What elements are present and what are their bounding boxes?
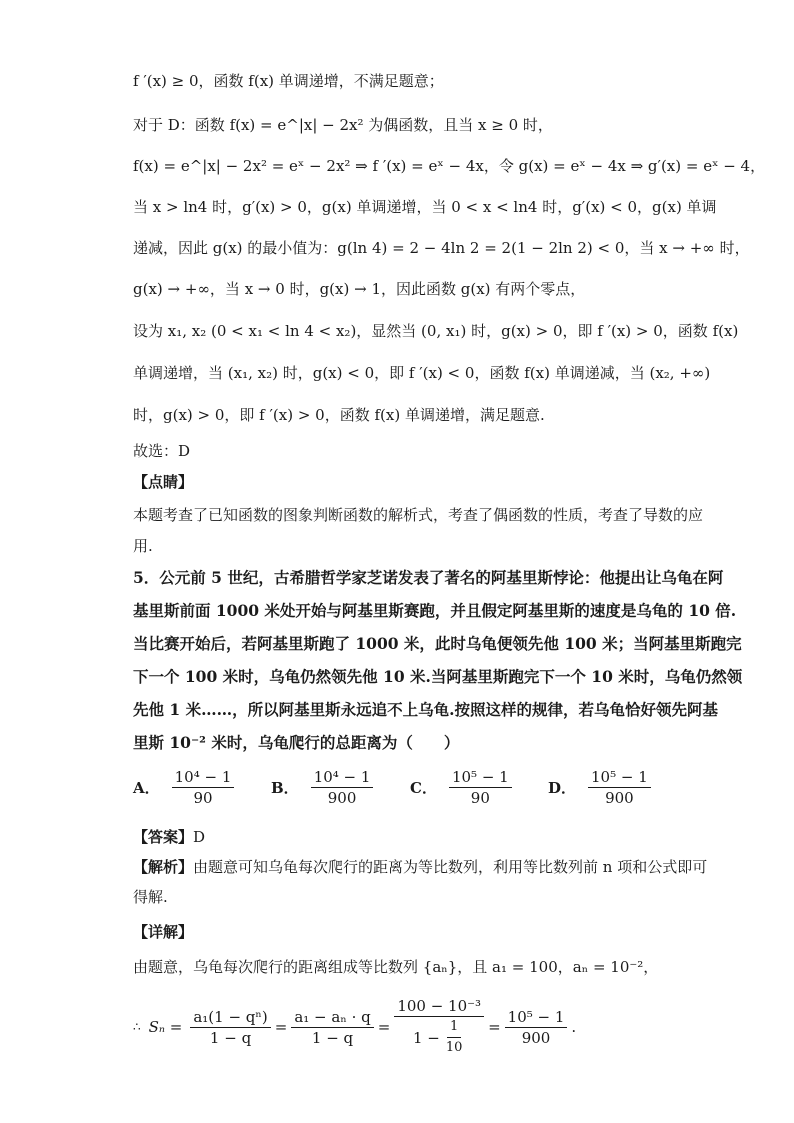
text-line: 本题考查了已知函数的图象判断函数的解析式，考查了偶函数的性质，考查了导数的应	[133, 506, 704, 524]
text-line: 设为 x₁, x₂ (0 < x₁ < ln 4 < x₂)，显然当 (0, x₁) 时，g(x) > 0，即 f ′(x) > 0，函数 f(x)	[133, 322, 739, 340]
question-line: 先他 1 米……，所以阿基里斯永远追不上乌龟.按照这样的规律，若乌龟恰好领先阿基	[133, 700, 718, 719]
option-fraction: $\frac{\text{10⁴ − 1}}{90}$	[172, 769, 235, 806]
option-label: C．	[410, 779, 437, 797]
analysis-tag: 【解析】	[133, 858, 194, 876]
sum-formula: ∴ Sₙ = $\frac{\text{a₁(1 − qⁿ)}}{1 - q}$ = $\frac{\text{a₁ − aₙ · q}}{1 - q}$ = 100 − 10⁻³ 1 − $\frac{1}{10}$ = $\frac{\text{10⁵ − 1}}{900}$ .	[133, 997, 577, 1055]
option-label: B．	[271, 779, 299, 797]
text-line: 由题意，乌龟每次爬行的距离组成等比数列 {aₙ}，且 a₁ = 100，aₙ = 10⁻²，	[133, 958, 659, 976]
question-line: 当比赛开始后，若阿基里斯跑了 1000 米，此时乌龟便领先他 100 米；当阿基里斯跑完	[133, 634, 742, 653]
text-line: g(x) → +∞，当 x → 0 时，g(x) → 1，因此函数 g(x) 有两个零点，	[133, 280, 586, 298]
text-line: 得解.	[133, 888, 168, 906]
question-line: 基里斯前面 1000 米处开始与阿基里斯赛跑，并且假定阿基里斯的速度是乌龟的 10 倍.	[133, 601, 737, 620]
section-heading: 【点睛】	[133, 473, 194, 491]
option-b	[271, 769, 377, 806]
answer-value: D	[193, 828, 206, 846]
option-label: D．	[548, 779, 577, 797]
text-line: 故选：D	[133, 442, 191, 460]
option-d	[548, 769, 655, 806]
answer-tag: 【答案】	[133, 828, 194, 846]
text-line: 对于 D：函数 f(x) = e^|x| − 2x² 为偶函数，且当 x ≥ 0 时，	[133, 116, 553, 134]
answer-line	[133, 826, 664, 848]
detail-tag: 【详解】	[133, 923, 194, 941]
question-line: 里斯 10⁻² 米时，乌龟爬行的总距离为（ ）	[133, 733, 460, 752]
option-fraction: $\frac{\text{10⁵ − 1}}{900}$	[588, 769, 651, 806]
text-line: 单调递增，当 (x₁, x₂) 时，g(x) < 0，即 f ′(x) < 0，函数 f(x) 单调递减，当 (x₂, +∞)	[133, 364, 711, 382]
text-line: 当 x > ln4 时，g′(x) > 0，g(x) 单调递增，当 0 < x < ln4 时，g′(x) < 0，g(x) 单调	[133, 198, 717, 216]
text-line: 递减，因此 g(x) 的最小值为：g(ln 4) = 2 − 4ln 2 = 2(1 − 2ln 2) < 0，当 x → +∞ 时，	[133, 239, 750, 257]
option-c	[410, 769, 516, 806]
text-line: 时，g(x) > 0，即 f ′(x) > 0，函数 f(x) 单调递增，满足题意.	[133, 406, 545, 424]
question-line: 5．公元前 5 世纪，古希腊哲学家芝诺发表了著名的阿基里斯悖论：他提出让乌龟在阿	[133, 568, 724, 587]
analysis-line: 【解析】由题意可知乌龟每次爬行的距离为等比数列，利用等比数列前 n 项和公式即可	[133, 858, 708, 876]
question-line: 下一个 100 米时，乌龟仍然领先他 10 米.当阿基里斯跑完下一个 10 米时，乌龟仍然领	[133, 667, 743, 686]
text-line: 用.	[133, 537, 153, 555]
option-label: A．	[133, 779, 160, 797]
option-fraction: $\frac{\text{10⁵ − 1}}{90}$	[449, 769, 512, 806]
text-line: f(x) = e^|x| − 2x² = eˣ − 2x² ⇒ f ′(x) = eˣ − 4x，令 g(x) = eˣ − 4x ⇒ g′(x) = eˣ − 4，	[133, 157, 766, 175]
text-line: f ′(x) ≥ 0，函数 f(x) 单调递增，不满足题意；	[133, 72, 444, 90]
option-fraction: $\frac{\text{10⁴ − 1}}{900}$	[311, 769, 374, 806]
option-a	[133, 769, 238, 806]
